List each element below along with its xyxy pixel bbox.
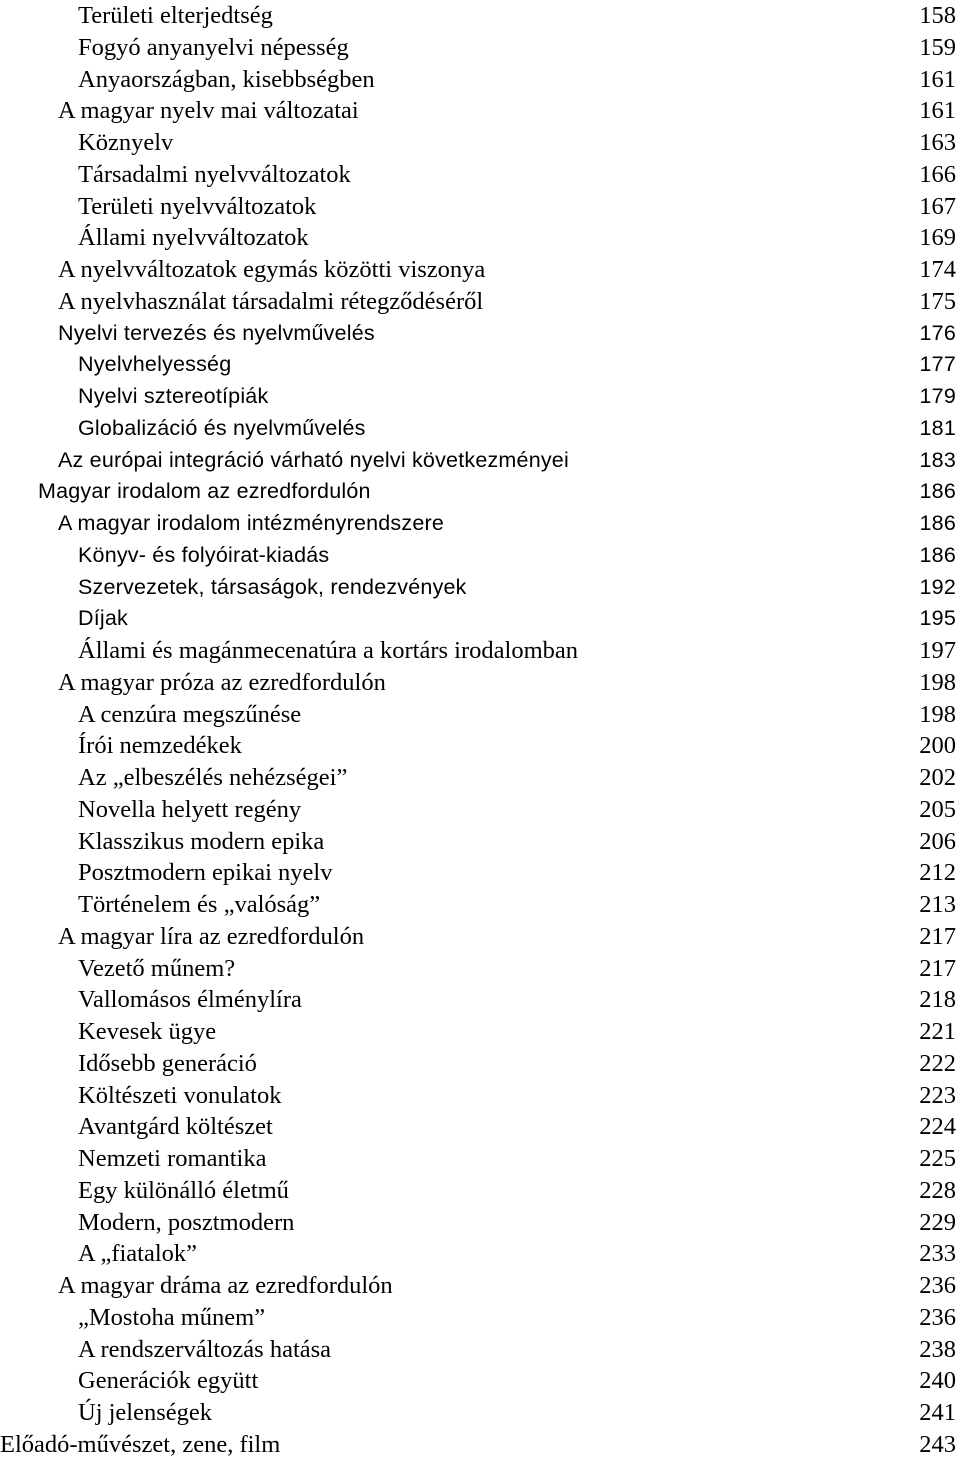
toc-entry-title: Állami és magánmecenatúra a kortárs irodalomban bbox=[78, 637, 579, 664]
toc-entry bbox=[0, 635, 960, 667]
toc-entry-title: A „fiatalok” bbox=[78, 1240, 198, 1268]
toc-entry-page: 179 bbox=[919, 384, 956, 408]
toc-entry-page: 158 bbox=[919, 2, 956, 29]
toc-entry-title: Posztmodern epikai nyelv bbox=[78, 859, 333, 887]
toc-entry bbox=[0, 1111, 960, 1143]
toc-entry bbox=[0, 95, 960, 127]
toc-entry-page: 224 bbox=[919, 1113, 956, 1141]
toc-entry-title: Nyelvhelyesség bbox=[78, 352, 232, 377]
toc-entry bbox=[0, 1080, 960, 1112]
toc-entry bbox=[0, 953, 960, 985]
toc-entry-page: 198 bbox=[919, 668, 956, 696]
toc-entry bbox=[0, 1270, 960, 1302]
toc-entry bbox=[0, 1429, 960, 1461]
toc-entry-title: Vezető műnem? bbox=[78, 954, 236, 982]
toc-entry-title: A magyar irodalom intézményrendszere bbox=[58, 511, 445, 535]
toc-entry-title: Az európai integráció várható nyelvi következményei bbox=[58, 447, 569, 472]
toc-entry-title: A magyar nyelv mai változatai bbox=[58, 97, 359, 125]
toc-entry-title: Társadalmi nyelvváltozatok bbox=[78, 160, 351, 188]
toc-entry-title: Szervezetek, társaságok, rendezvények bbox=[78, 574, 467, 599]
toc-entry bbox=[0, 794, 960, 826]
toc-entry-page: 217 bbox=[919, 954, 956, 982]
toc-entry-page: 225 bbox=[919, 1145, 956, 1172]
toc-entry-page: 183 bbox=[919, 447, 956, 472]
toc-entry-page: 236 bbox=[919, 1272, 956, 1299]
toc-entry-title: Területi nyelvváltozatok bbox=[78, 192, 317, 220]
toc-entry-page: 218 bbox=[919, 986, 956, 1014]
toc-entry-title: Magyar irodalom az ezredfordulón bbox=[38, 479, 371, 504]
toc-entry-title: Fogyó anyanyelvi népesség bbox=[78, 33, 349, 61]
toc-entry bbox=[0, 984, 960, 1016]
toc-entry bbox=[0, 159, 960, 191]
toc-entry-title: Avantgárd költészet bbox=[78, 1113, 273, 1141]
toc-entry-page: 206 bbox=[919, 827, 956, 855]
toc-entry bbox=[0, 413, 960, 445]
toc-entry bbox=[0, 1365, 960, 1397]
toc-entry-title: Területi elterjedtség bbox=[78, 2, 273, 29]
toc-entry-page: 159 bbox=[919, 33, 956, 61]
toc-entry-page: 205 bbox=[919, 795, 956, 823]
toc-entry-page: 195 bbox=[919, 606, 956, 631]
toc-entry-title: Idősebb generáció bbox=[78, 1049, 257, 1077]
toc-entry bbox=[0, 826, 960, 858]
toc-entry bbox=[0, 222, 960, 254]
toc-entry bbox=[0, 1016, 960, 1048]
toc-entry bbox=[0, 1334, 960, 1366]
toc-entry-title: Előadó-művészet, zene, film bbox=[0, 1430, 281, 1458]
toc-entry-title: Az „elbeszélés nehézségei” bbox=[78, 764, 348, 791]
toc-entry bbox=[0, 191, 960, 223]
toc-entry-title: Állami nyelvváltozatok bbox=[78, 224, 309, 252]
toc-entry-page: 181 bbox=[919, 415, 956, 440]
toc-entry-page: 175 bbox=[919, 287, 956, 315]
toc-entry-page: 176 bbox=[919, 320, 956, 345]
toc-entry-page: 238 bbox=[919, 1335, 956, 1363]
toc-entry-page: 161 bbox=[919, 97, 956, 125]
toc-entry-title: Vallomásos élménylíra bbox=[78, 986, 302, 1014]
toc-entry bbox=[0, 540, 960, 572]
toc-entry-page: 236 bbox=[919, 1303, 956, 1331]
toc-entry-page: 240 bbox=[919, 1367, 956, 1395]
toc-entry-page: 222 bbox=[919, 1049, 956, 1077]
toc-entry bbox=[0, 381, 960, 413]
toc-entry-page: 233 bbox=[919, 1240, 956, 1268]
toc-entry-page: 167 bbox=[919, 192, 956, 220]
toc-entry-title: Nemzeti romantika bbox=[78, 1145, 267, 1172]
toc-entry-title: Új jelenségek bbox=[78, 1399, 213, 1426]
toc-entry bbox=[0, 445, 960, 477]
toc-entry-page: 221 bbox=[919, 1018, 956, 1045]
toc-entry bbox=[0, 254, 960, 286]
toc-entry-page: 243 bbox=[919, 1430, 956, 1458]
toc-entry bbox=[0, 667, 960, 699]
toc-entry-title: A magyar próza az ezredfordulón bbox=[58, 668, 386, 696]
toc-entry-title: Klasszikus modern epika bbox=[78, 827, 325, 855]
toc-entry-page: 163 bbox=[919, 129, 956, 156]
toc-entry-title: A magyar líra az ezredfordulón bbox=[58, 922, 365, 950]
toc-entry bbox=[0, 889, 960, 921]
toc-entry bbox=[0, 699, 960, 731]
toc-entry-title: A cenzúra megszűnése bbox=[78, 700, 302, 728]
toc-entry-title: Könyv- és folyóirat-kiadás bbox=[78, 542, 330, 567]
toc-entry-title: Köznyelv bbox=[78, 129, 174, 156]
toc-entry-title: Egy különálló életmű bbox=[78, 1176, 289, 1204]
toc-entry-page: 198 bbox=[919, 700, 956, 728]
toc-entry bbox=[0, 921, 960, 953]
toc-entry-page: 229 bbox=[919, 1208, 956, 1236]
toc-entry-title: „Mostoha műnem” bbox=[78, 1303, 266, 1331]
toc-entry-page: 202 bbox=[919, 764, 956, 791]
toc-entry-title: A nyelvváltozatok egymás közötti viszonya bbox=[58, 256, 486, 283]
toc-entry bbox=[0, 127, 960, 159]
toc-entry bbox=[0, 1143, 960, 1175]
toc-entry-page: 169 bbox=[919, 224, 956, 252]
toc-entry bbox=[0, 32, 960, 64]
toc-entry-page: 186 bbox=[919, 511, 956, 535]
toc-entry bbox=[0, 286, 960, 318]
toc-entry bbox=[0, 349, 960, 381]
toc-entry-page: 213 bbox=[919, 891, 956, 918]
toc-entry bbox=[0, 730, 960, 762]
toc-entry-title: Anyaországban, kisebbségben bbox=[78, 65, 375, 93]
toc-entry bbox=[0, 1048, 960, 1080]
toc-entry-title: Nyelvi sztereotípiák bbox=[78, 384, 269, 408]
toc-entry bbox=[0, 1397, 960, 1429]
toc-entry-page: 186 bbox=[919, 542, 956, 567]
toc-entry-title: Kevesek ügye bbox=[78, 1018, 217, 1045]
toc-entry bbox=[0, 857, 960, 889]
toc-entry bbox=[0, 572, 960, 604]
toc-entry-page: 174 bbox=[919, 256, 956, 283]
toc-entry-title: Írói nemzedékek bbox=[78, 732, 242, 760]
toc-entry-title: Globalizáció és nyelvművelés bbox=[78, 415, 366, 440]
toc-entry bbox=[0, 508, 960, 540]
toc-entry bbox=[0, 64, 960, 96]
toc-entry-title: Történelem és „valóság” bbox=[78, 891, 321, 918]
toc-entry-title: A rendszerváltozás hatása bbox=[78, 1335, 332, 1363]
toc-entry bbox=[0, 1302, 960, 1334]
toc-entry-page: 161 bbox=[919, 65, 956, 93]
toc-entry bbox=[0, 1175, 960, 1207]
toc-entry bbox=[0, 318, 960, 350]
toc-entry bbox=[0, 1238, 960, 1270]
toc-entry bbox=[0, 476, 960, 508]
toc-entry-title: Novella helyett regény bbox=[78, 795, 302, 823]
toc-entry-page: 197 bbox=[919, 637, 956, 664]
toc-entry-page: 217 bbox=[919, 922, 956, 950]
toc-entry-title: A nyelvhasználat társadalmi rétegződéséről bbox=[58, 287, 484, 315]
toc-entry-page: 241 bbox=[919, 1399, 956, 1426]
toc-entry-page: 166 bbox=[919, 160, 956, 188]
toc-entry-title: A magyar dráma az ezredfordulón bbox=[58, 1272, 393, 1299]
toc-entry-page: 223 bbox=[919, 1081, 956, 1109]
toc-entry-page: 186 bbox=[919, 479, 956, 504]
toc-entry-title: Generációk együtt bbox=[78, 1367, 259, 1395]
toc-entry bbox=[0, 0, 960, 32]
toc-entry-title: Modern, posztmodern bbox=[78, 1208, 295, 1236]
toc-entry-page: 192 bbox=[919, 574, 956, 599]
toc-entry bbox=[0, 1207, 960, 1239]
toc-entry bbox=[0, 603, 960, 635]
toc-entry-title: Költészeti vonulatok bbox=[78, 1081, 282, 1109]
toc-entry-page: 212 bbox=[919, 859, 956, 887]
toc-entry-page: 228 bbox=[919, 1176, 956, 1204]
toc-entry bbox=[0, 762, 960, 794]
toc-entry-title: Díjak bbox=[78, 606, 128, 631]
toc-entry-title: Nyelvi tervezés és nyelvművelés bbox=[58, 320, 375, 345]
toc-entry-page: 177 bbox=[919, 352, 956, 377]
toc-entry-page: 200 bbox=[919, 732, 956, 760]
